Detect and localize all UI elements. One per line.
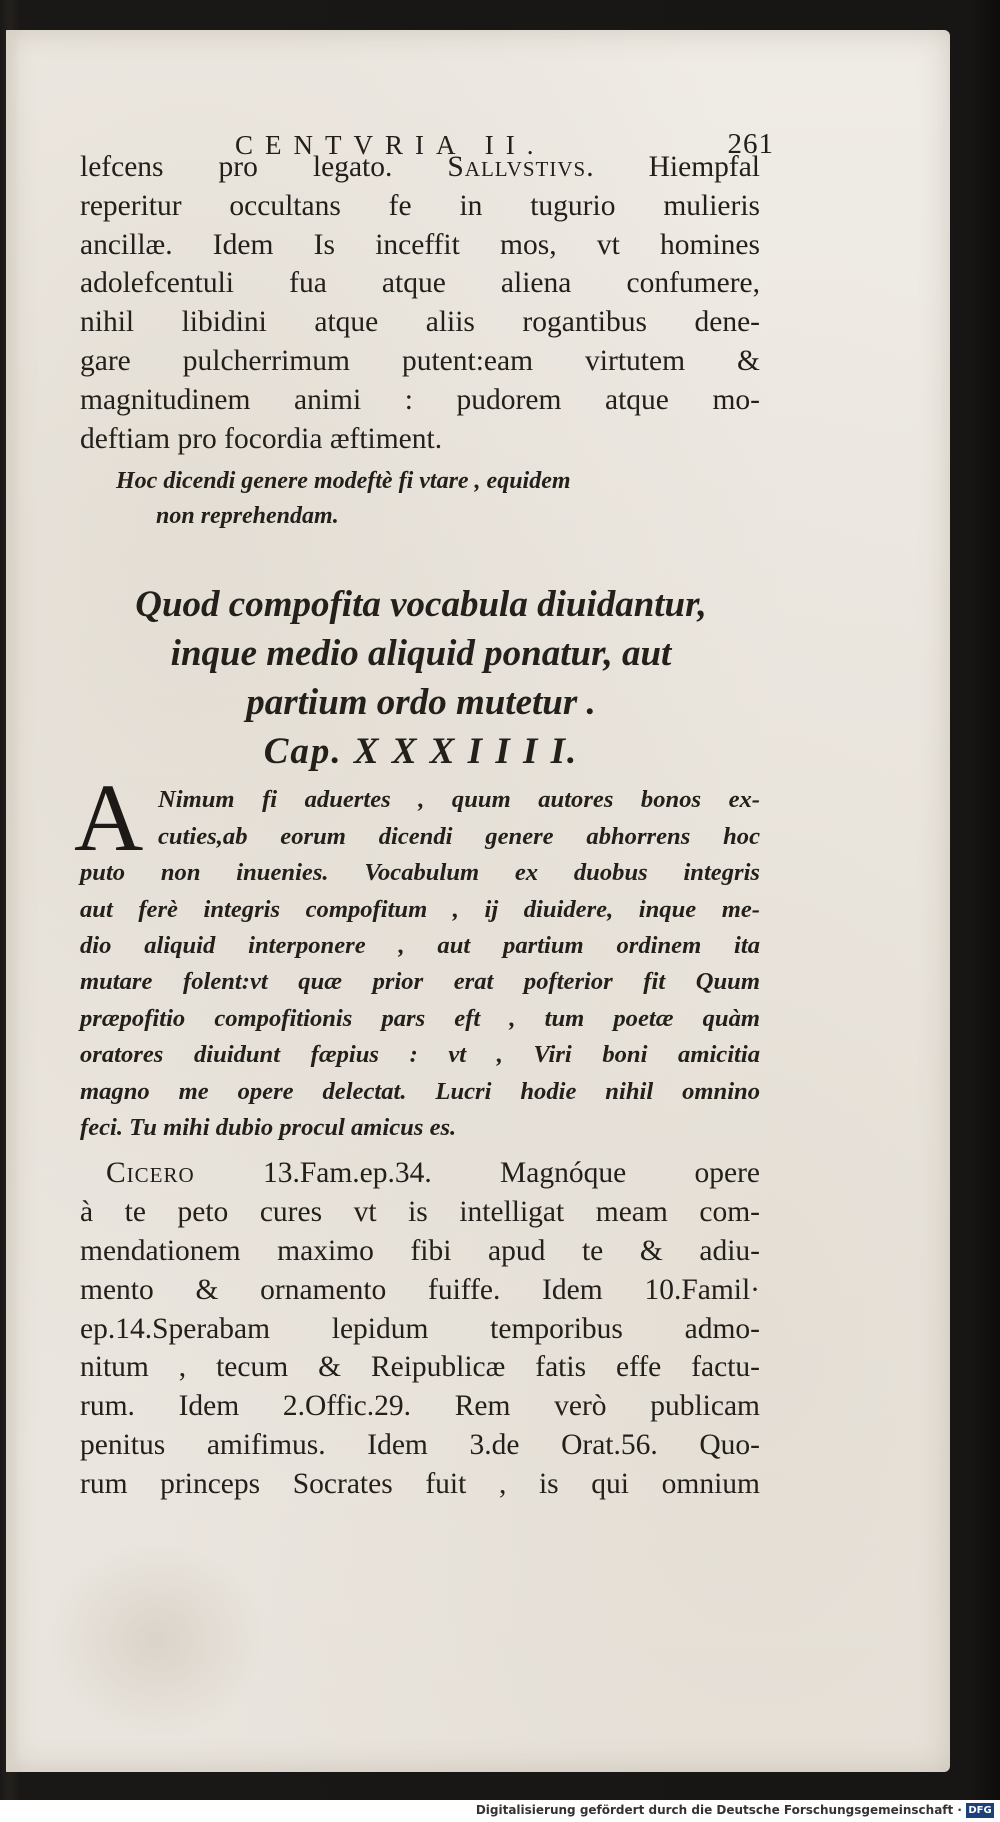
text-line: mento & ornamento fuiffe. Idem 10.Famil· xyxy=(80,1273,760,1306)
funding-credit: Digitalisierung gefördert durch die Deutsche Forschungsgemeinschaft · xyxy=(475,1803,962,1817)
text-run: . Hiempfal xyxy=(586,151,761,183)
running-head xyxy=(80,100,774,160)
heading-line: inque medio aliquid ponatur, aut xyxy=(170,633,672,675)
digitization-footer xyxy=(0,1800,1000,1822)
page-text xyxy=(74,100,774,1504)
text-run: lefcens pro legato. xyxy=(80,151,448,183)
paper-stain xyxy=(46,1540,266,1740)
text-line: à te peto cures vt is intelligat meam com- xyxy=(80,1196,760,1229)
text-line: deftiam pro focordia æftiment. xyxy=(80,422,443,455)
drop-cap: A xyxy=(74,764,144,872)
text-run: 13.Fam.ep.34. Magnóque opere xyxy=(194,1157,760,1190)
text-line: feci. Tu mihi dubio procul amicus es. xyxy=(80,1114,457,1142)
author-name: Cicero xyxy=(106,1157,195,1190)
text-line: magno me opere delectat. Lucri hodie nihil omnino xyxy=(80,1077,760,1105)
text-line: ancillæ. Idem Is inceffit mos, vt homines xyxy=(80,228,760,261)
note-line: Hoc dicendi genere modeftè fi vtare , equidem xyxy=(116,468,571,495)
note-line: non reprehendam. xyxy=(156,503,339,530)
text-line: rum. Idem 2.Offic.29. Rem verò publicam xyxy=(80,1390,760,1423)
text-line xyxy=(80,1154,760,1193)
text-line: rum princeps Socrates fuit , is qui omnium xyxy=(80,1467,760,1500)
text-line: nitum , tecum & Reipublicæ fatis effe factu- xyxy=(80,1351,760,1384)
chapter-number: Cap. X X X I I I I. xyxy=(263,731,579,773)
text-line: nihil libidini atque aliis rogantibus dene- xyxy=(80,306,760,339)
text-line: dio aliquid interponere , aut partium ordinem ita xyxy=(80,932,760,959)
dfg-logo: DFG xyxy=(966,1803,994,1818)
text-line: aut ferè integris compofitum , ij diuidere, inque me- xyxy=(80,895,760,923)
text-line: magnitudinem animi : pudorem atque mo- xyxy=(80,383,760,416)
text-line: Nimum fi aduertes , quum autores bonos ex- xyxy=(158,786,760,814)
paragraph-cicero xyxy=(80,1154,760,1503)
page-number: 261 xyxy=(727,128,774,160)
author-name: Sallvstivs xyxy=(447,151,587,183)
text-line: oratores diuidunt fæpius : vt , Viri boni amicitia xyxy=(80,1041,760,1069)
chapter-heading xyxy=(76,580,766,776)
text-line: adolefcentuli fua atque aliena confumere, xyxy=(80,267,760,300)
text-line: gare pulcherrimum putent:eam virtutem & xyxy=(80,344,760,377)
text-line: mendationem maximo fibi apud te & adiu- xyxy=(80,1235,760,1268)
text-line: præpofitio compofitionis pars eft , tum poetæ quàm xyxy=(80,1004,760,1032)
text-line: puto non inuenies. Vocabulum ex duobus integris xyxy=(80,859,760,887)
text-line: cuties,ab eorum dicendi genere abhorrens hoc xyxy=(158,822,760,850)
running-title: CENTVRIA II. xyxy=(235,130,546,160)
page-gutter-shadow xyxy=(6,30,20,1772)
book-page xyxy=(6,30,950,1772)
text-line: ep.14.Sperabam lepidum temporibus admo- xyxy=(80,1312,760,1345)
text-line: mutare folent:vt quæ prior erat pofterior fit Quum xyxy=(80,968,760,996)
paragraph-sallust xyxy=(80,148,760,458)
text-line: penitus amifimus. Idem 3.de Orat.56. Quo- xyxy=(80,1429,760,1462)
text-line: reperitur occultans fe in tugurio mulieris xyxy=(80,189,760,222)
paragraph-animum xyxy=(74,764,760,1146)
italic-note xyxy=(80,464,760,534)
heading-line: partium ordo mutetur . xyxy=(246,682,596,724)
heading-line: Quod compofita vocabula diuidantur, xyxy=(135,584,707,626)
